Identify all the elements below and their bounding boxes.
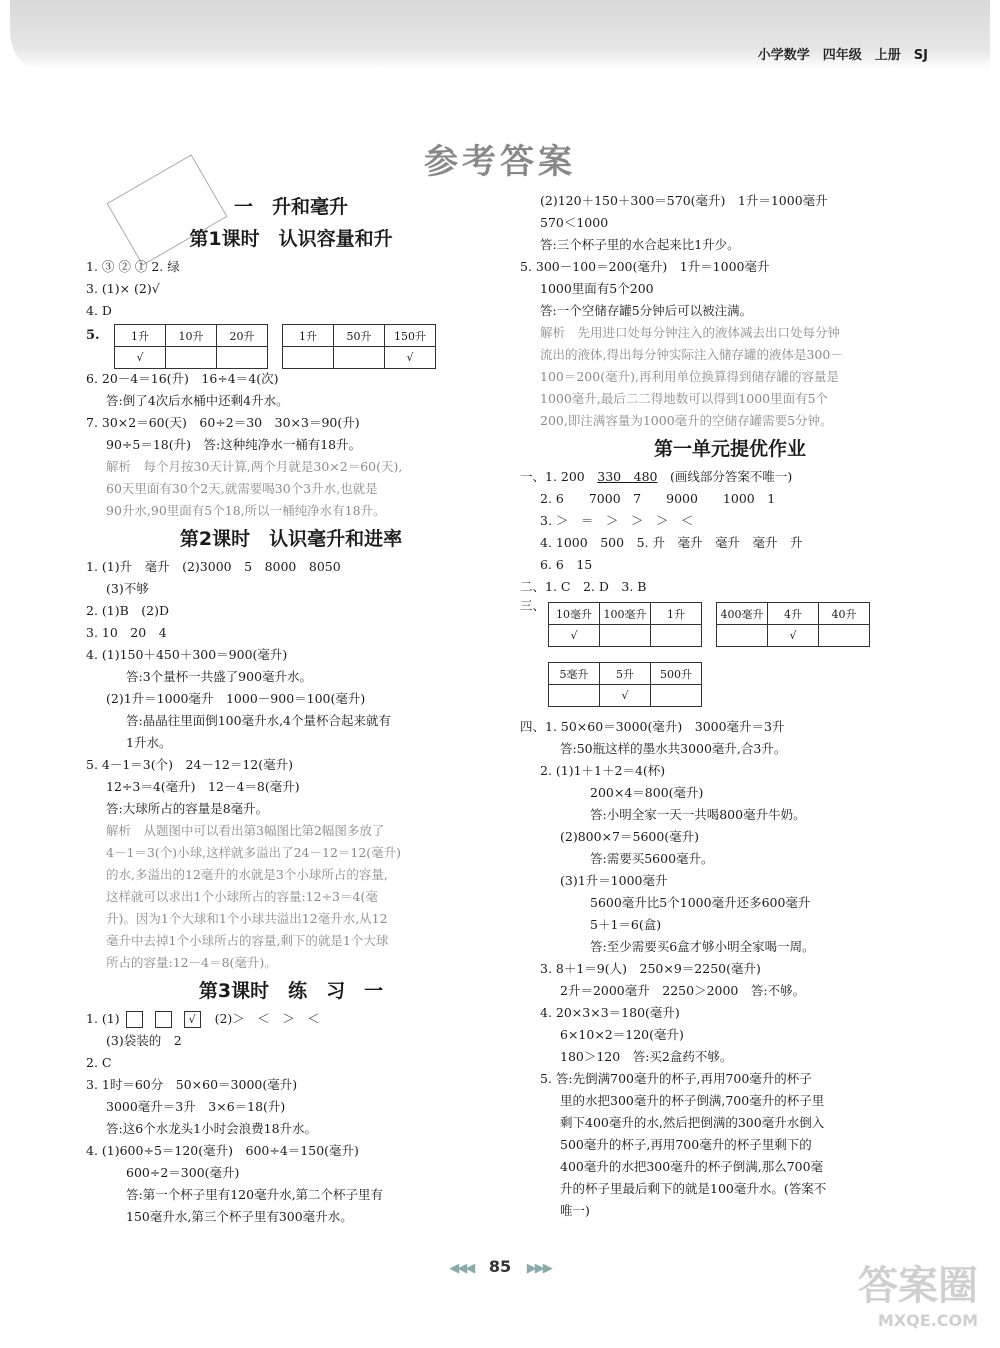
answer-line: 3. 1时＝60分 50×60＝3000(毫升): [86, 1077, 298, 1092]
answer-line: 500毫升的杯子,再用700毫升的杯子里剩下的: [560, 1137, 812, 1152]
page-number: 85: [488, 1257, 512, 1276]
answer-line: 4. 20×3×3＝180(毫升): [540, 1005, 680, 1020]
analysis-line: 100＝200(毫升),再利用单位换算得到储存罐的容量是: [540, 369, 839, 384]
next-arrows-icon: ▶▶▶: [526, 1261, 551, 1276]
analysis-line: 解析 先用进口处每分钟注入的液体减去出口处每分钟: [540, 325, 841, 340]
answer-line: 5. 答:先倒满700毫升的杯子,再用700毫升的杯子: [540, 1071, 812, 1086]
analysis-line: 4－1＝3(个)小球,这样就多溢出了24－12＝12(毫升): [106, 845, 402, 860]
checked-box: √: [184, 1011, 201, 1028]
answer-line: 4. (1)600÷5＝120(毫升) 600÷4＝150(毫升): [86, 1143, 359, 1158]
analysis-line: 毫升中去掉1个小球所占的容量,剩下的就是1个大球: [106, 933, 389, 948]
answer-line: 四、1. 50×60＝3000(毫升) 3000毫升＝3升: [520, 719, 785, 734]
answer-line: 570＜1000: [540, 215, 609, 230]
analysis-line: 的水,多溢出的12毫升的水就是3个小球所占的容量,: [106, 867, 388, 882]
answer-line: 600÷2＝300(毫升): [126, 1165, 240, 1180]
answer-line: 答:这6个水龙头1小时会浪费18升水。: [106, 1121, 318, 1136]
answer-line: 2. (1)1＋1＋2＝4(杯): [540, 763, 666, 778]
answer-line: 答:大球所占的容量是8毫升。: [106, 801, 269, 816]
analysis-line: 90升水,90里面有5个18,所以一桶纯净水有18升。: [106, 503, 386, 518]
answer-line: 唯一): [560, 1203, 590, 1218]
answer-line: 答:小明全家一天一共喝800毫升牛奶。: [590, 807, 806, 822]
answer-line: 3. 8＋1＝9(人) 250×9＝2250(毫升): [540, 961, 761, 976]
answer-line: (2)120＋150＋300＝570(毫升) 1升＝1000毫升: [540, 193, 828, 208]
answer-line: 剩下400毫升的水,然后把倒满的300毫升水倒入: [560, 1115, 825, 1130]
answer-line: (3)袋装的 2: [106, 1033, 182, 1048]
analysis-line: 升)。因为1个大球和1个小球共溢出12毫升水,从12: [106, 911, 388, 926]
right-column: [520, 190, 940, 1222]
answer-table: 10毫升 100毫升 1升 √: [548, 602, 702, 647]
answer-line: 1. (1)升 毫升 (2)3000 5 8000 8050: [86, 559, 341, 574]
answer-line: 1. ③ ② ① 2. 绿: [86, 259, 180, 274]
answer-line: 4. D: [86, 303, 112, 318]
analysis-line: 这样就可以求出1个小球所占的容量:12÷3＝4(毫: [106, 889, 378, 904]
analysis-line: 解析 每个月按30天计算,两个月就是30×2＝60(天),: [106, 459, 403, 474]
answer-line: 答:晶晶往里面倒100毫升水,4个量杯合起来就有: [126, 713, 391, 728]
answer-line: 12÷3＝4(毫升) 12－4＝8(毫升): [106, 779, 300, 794]
answer-line: 升的杯子里最后剩下的就是100毫升水。(答案不: [560, 1181, 827, 1196]
lesson1-heading: 第1课时 认识容量和升: [189, 228, 393, 250]
answer-line: 6. 20－4＝16(升) 16÷4＝4(次): [86, 371, 279, 386]
answer-table: 1升 10升 20升 √: [114, 324, 268, 369]
answer-line: 1000里面有5个200: [540, 281, 654, 296]
answer-table: 5毫升 5升 500升 √: [548, 662, 702, 707]
answer-table: 1升 50升 150升 √: [282, 324, 436, 369]
answer-line: 5600毫升比5个1000毫升还多600毫升: [590, 895, 811, 910]
answer-line: 6. 6 15: [540, 557, 593, 572]
answer-line: 2升＝2000毫升 2250＞2000 答:不够。: [560, 983, 806, 998]
analysis-line: 流出的液体,得出每分钟实际注入储存罐的液体是300－: [540, 347, 843, 362]
lesson2-heading: 第2课时 认识毫升和进率: [179, 528, 403, 550]
answer-line: 3. 10 20 4: [86, 625, 167, 640]
answer-line: 答:三个杯子里的水合起来比1升少。: [540, 237, 740, 252]
answer-line: 答:50瓶这样的墨水共3000毫升,合3升。: [560, 741, 787, 756]
answer-line: 里的水把300毫升的杯子倒满,700毫升的杯子里: [560, 1093, 825, 1108]
answer-line: 5. 4－1＝3(个) 24－12＝12(毫升): [86, 757, 293, 772]
answer-line: 200×4＝800(毫升): [590, 785, 704, 800]
analysis-line: 200,即注满容量为1000毫升的空储存罐需要5分钟。: [540, 413, 833, 428]
answer-line: 3. ＞ ＝ ＞ ＞ ＞ ＜: [540, 513, 694, 528]
answer-line: 3000毫升＝3升 3×6＝18(升): [106, 1099, 286, 1114]
page-footer: [0, 1257, 1000, 1276]
analysis-line: 所占的容量:12－4＝8(毫升)。: [106, 955, 277, 970]
answer-line: 二、1. C 2. D 3. B: [520, 579, 647, 594]
answer-line: 答:至少需要买6盒才够小明全家喝一周。: [590, 939, 815, 954]
answer-line: 150毫升水,第三个杯子里有300毫升水。: [126, 1209, 353, 1224]
lesson3-heading: 第3课时 练 习 一: [198, 980, 384, 1002]
header-book-info: 小学数学 四年级 上册 SJ: [757, 48, 928, 63]
answer-line: 7. 30×2＝60(天) 60÷2＝30 30×3＝90(升): [86, 415, 360, 430]
answer-line: 2. C: [86, 1055, 112, 1070]
analysis-line: 1000毫升,最后二二得地数可以得到1000里面有5个: [540, 391, 829, 406]
watermark-logo: 答案圈 MXQE.COM: [858, 1263, 978, 1330]
answer-line: 400毫升的水把300毫升的杯子倒满,那么700毫: [560, 1159, 824, 1174]
answer-line: 2. (1)B (2)D: [86, 603, 170, 618]
answer-line: 答:第一个杯子里有120毫升水,第二个杯子里有: [126, 1187, 384, 1202]
answer-line: 答:3个量杯一共盛了900毫升水。: [126, 669, 313, 684]
answer-line: 答:需要买5600毫升。: [590, 851, 714, 866]
empty-box: [126, 1011, 143, 1028]
answer-line: 2. 6 7000 7 9000 1000 1: [540, 491, 776, 506]
answer-line: 答:倒了4次后水桶中还剩4升水。: [106, 393, 289, 408]
answer-line: 4. (1)150＋450＋300＝900(毫升): [86, 647, 288, 662]
q3-tables: 三、 10毫升 100毫升 1升 √ 400毫升 4升 40升 √ 5毫升 5升 500升 √: [520, 598, 940, 716]
answer-line: (2)800×7＝5600(毫升): [560, 829, 700, 844]
answer-line: (3)1升＝1000毫升: [560, 873, 668, 888]
analysis-line: 60天里面有30个2天,就需要喝30个3升水,也就是: [106, 481, 378, 496]
answer-line: 5＋1＝6(盒): [590, 917, 662, 932]
answer-line: 90÷5＝18(升) 答:这种纯净水一桶有18升。: [106, 437, 362, 452]
prev-arrows-icon: ◀◀◀: [449, 1261, 474, 1276]
answer-line: 一、1. 200 330 480 (画线部分答案不唯一): [520, 469, 793, 484]
answer-line: 180＞120 答:买2盒药不够。: [560, 1049, 733, 1064]
analysis-line: 解析 从题图中可以看出第3幅图比第2幅图多放了: [106, 823, 385, 838]
unit-homework-heading: 第一单元提优作业: [653, 438, 806, 460]
page-title: 参考答案: [424, 142, 576, 182]
answer-line: (3)不够: [106, 581, 149, 596]
answer-line: (2)1升＝1000毫升 1000－900＝100(毫升): [106, 691, 366, 706]
answer-line: 1升水。: [126, 735, 172, 750]
left-column: [86, 190, 496, 1228]
answer-line: 1. (1) √ (2)＞ ＜ ＞ ＜: [86, 1011, 320, 1026]
answer-line: 6×10×2＝120(毫升): [560, 1027, 684, 1042]
q5-tables: 5. 1升 10升 20升 √ 1升 50升 150升 √: [86, 328, 496, 368]
unit-heading: 一 升和毫升: [233, 196, 348, 218]
answer-line: 4. 1000 500 5. 升 毫升 毫升 毫升 升: [540, 535, 803, 550]
answer-line: 答:一个空储存罐5分钟后可以被注满。: [540, 303, 753, 318]
answer-line: 3. (1)× (2)√: [86, 281, 160, 296]
empty-box: [155, 1011, 172, 1028]
answer-line: 5. 300－100＝200(毫升) 1升＝1000毫升: [520, 259, 770, 274]
answer-table: 400毫升 4升 40升 √: [716, 602, 870, 647]
